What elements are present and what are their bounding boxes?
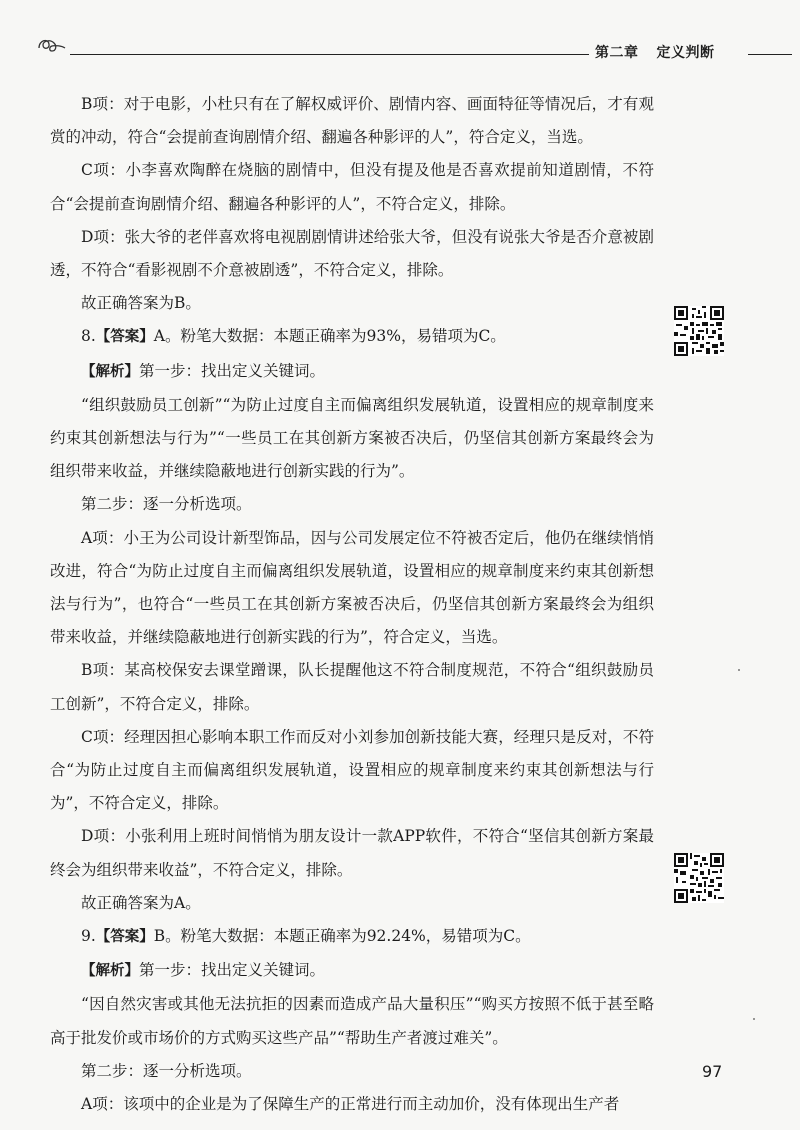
q9-answer-text: B。粉笔大数据：本题正确率为92.24%，易错项为C。: [153, 927, 531, 946]
q8-answer: [50, 320, 654, 354]
q9-answer-tag: 【答案】: [95, 929, 154, 946]
scan-speck: [753, 1018, 755, 1020]
page-header: [36, 34, 792, 64]
scan-speck: [738, 669, 740, 671]
chapter-heading: [589, 42, 721, 62]
q8-option-d: D项：小张利用上班时间悄悄为朋友设计一款APP软件，不符合“坚信其创新方案最终会为组织带来收益”，不符合定义，排除。: [50, 827, 654, 879]
paragraph-option-d: D项：张大爷的老伴喜欢将电视剧剧情讲述给张大爷，但没有说张大爷是否介意被剧透，不符合“看影视剧不介意被剧透”，不符合定义，排除。: [50, 227, 654, 280]
paragraph-conclusion: 故正确答案为B。: [81, 294, 201, 313]
q9-analysis-text: 第一步：找出定义关键词。: [139, 961, 326, 980]
section-label: 定义判断: [656, 45, 715, 61]
q8-analysis-tag: 【解析】: [81, 363, 139, 380]
qr-code-icon[interactable]: [674, 853, 724, 903]
q9-step2: 第二步：逐一分析选项。: [81, 1061, 252, 1080]
q8-option-c: C项：经理因担心影响本职工作而反对小刘参加创新技能大赛，经理只是反对，不符合“为防止过度自主而偏离组织发展轨道，设置相应的规章制度来约束其创新想法与行为”，不符合定义，排除。: [50, 727, 654, 813]
page-number: 97: [702, 1062, 723, 1081]
q9-analysis: [50, 954, 654, 988]
q9-number: 9.: [81, 927, 96, 946]
swirl-logo-icon: [36, 34, 66, 56]
qr-code-icon[interactable]: [674, 306, 724, 356]
q9-option-a: A项：该项中的企业是为了保障生产的正常进行而主动加价，没有体现出生产者: [81, 1095, 620, 1114]
q9-analysis-tag: 【解析】: [81, 963, 139, 980]
chapter-label: 第二章: [595, 45, 639, 61]
q8-analysis: [50, 355, 654, 389]
q9-answer: [50, 920, 654, 954]
header-rule-left: [70, 54, 605, 55]
header-rule-right: [748, 54, 792, 55]
q9-keywords: “因自然灾害或其他无法抗拒的因素而造成产品大量积压”“购买方按照不低于甚至略高于批发价或市场价的方式购买这些产品”“帮助生产者渡过难关”。: [50, 995, 654, 1047]
paragraph-option-b: B项：对于电影，小杜只有在了解权威评价、剧情内容、画面特征等情况后，才有观赏的冲动，符合“会提前查询剧情介绍、翻遍各种影评的人”，符合定义，当选。: [50, 95, 654, 147]
q8-analysis-text: 第一步：找出定义关键词。: [139, 361, 326, 380]
q8-step2: 第二步：逐一分析选项。: [81, 495, 252, 514]
q8-answer-text: A。粉笔大数据：本题正确率为93%，易错项为C。: [153, 327, 506, 346]
q8-option-a: A项：小王为公司设计新型饰品，因与公司发展定位不符被否定后，他仍在继续悄悄改进，符合“为防止过度自主而偏离组织发展轨道，设置相应的规章制度来约束其创新想法与行为”，也符合“一些员工在其创新方案被否决后，仍坚信其创新方案最终会为组织带来收益，并继续隐蔽地进行创新实践的行为”，符合定义，当选。: [50, 528, 654, 647]
q8-number: 8.: [81, 327, 96, 346]
paragraph-option-c: C项：小李喜欢陶醉在烧脑的剧情中，但没有提及他是否喜欢提前知道剧情，不符合“会提前查询剧情介绍、翻遍各种影评的人”，不符合定义，排除。: [50, 161, 654, 213]
page-body: [50, 88, 654, 1121]
q8-option-b: B项：某高校保安去课堂蹭课，队长提醒他这不符合制度规范，不符合“组织鼓励员工创新”，不符合定义，排除。: [50, 661, 654, 713]
q8-conclusion: 故正确答案为A。: [81, 893, 201, 912]
q8-keywords: “组织鼓励员工创新”“为防止过度自主而偏离组织发展轨道，设置相应的规章制度来约束其创新想法与行为”“一些员工在其创新方案被否决后，仍坚信其创新方案最终会为组织带来收益，并继续隐蔽地进行创新实践的行为”。: [50, 395, 654, 481]
q8-answer-tag: 【答案】: [95, 329, 154, 346]
